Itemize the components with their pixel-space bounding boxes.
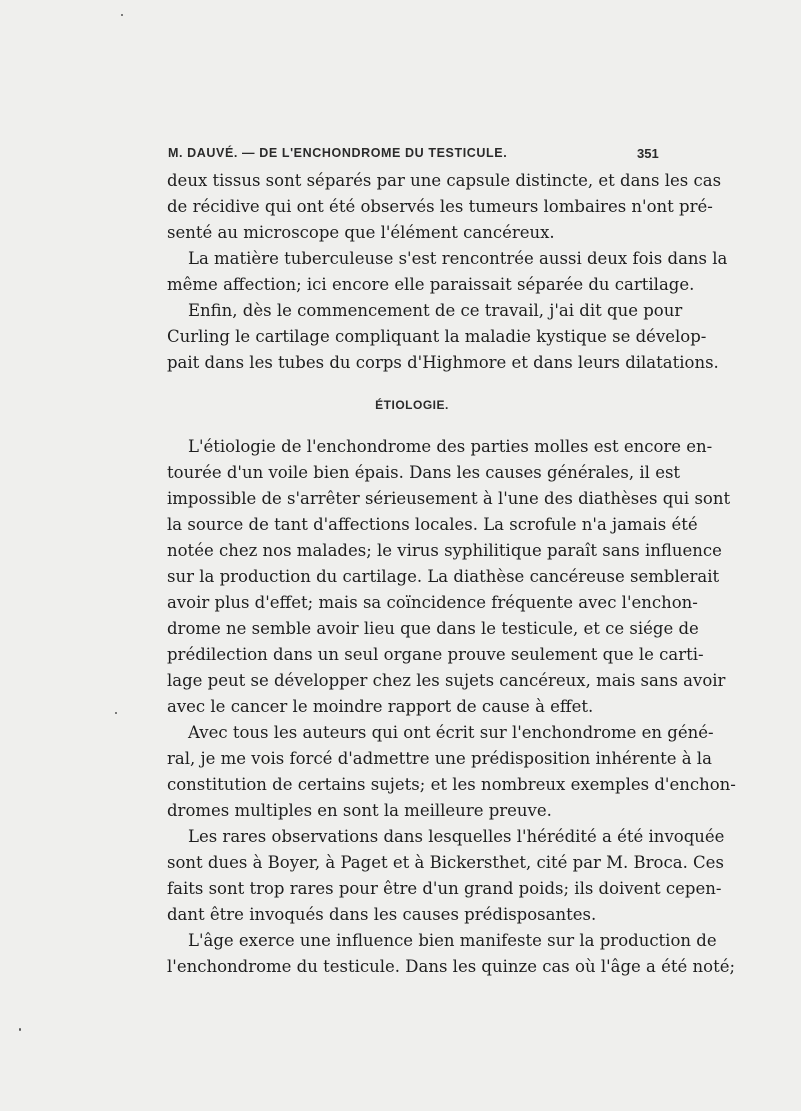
paragraph [167,246,728,298]
text-line: de récidive qui ont été observés les tumeurs lombaires n'ont pré- [167,197,713,216]
text-line: dromes multiples en sont la meilleure preuve. [167,801,552,820]
text-line: la source de tant d'affections locales. La scrofule n'a jamais été [167,515,698,534]
paragraph [167,824,725,928]
text-line: constitution de certains sujets; et les nombreux exemples d'enchon- [167,775,736,794]
text-line: prédilection dans un seul organe prouve seulement que le carti- [167,645,704,664]
text-line: lage peut se développer chez les sujets cancéreux, mais sans avoir [167,671,726,690]
text-line: impossible de s'arrêter sérieusement à l'une des diathèses qui sont [167,489,731,508]
running-title: M. DAUVÉ. — DE L'ENCHONDROME DU TESTICULE. [168,146,508,160]
text-line: même affection; ici encore elle paraissait séparée du cartilage. [167,275,695,294]
text-line: faits sont trop rares pour être d'un grand poids; ils doivent cepen- [167,879,722,898]
section-heading: ÉTIOLOGIE. [375,398,449,412]
text-line: senté au microscope que l'élément cancéreux. [167,223,555,242]
text-line: sont dues à Boyer, à Paget et à Bickersthet, cité par M. Broca. Ces [167,853,724,872]
text-line: avec le cancer le moindre rapport de cause à effet. [167,697,594,716]
text-line: deux tissus sont séparés par une capsule distincte, et dans les cas [167,171,722,190]
paragraph [167,434,731,720]
page-body [167,168,736,980]
paragraph [167,168,722,246]
text-line: Curling le cartilage compliquant la maladie kystique se dévelop- [167,327,707,346]
text-line: ral, je me vois forcé d'admettre une prédisposition inhérente à la [167,749,712,768]
text-line: sur la production du cartilage. La diathèse cancéreuse semblerait [167,567,720,586]
paper-speck [115,712,117,714]
paragraph [167,298,719,376]
text-line: Les rares observations dans lesquelles l'hérédité a été invoquée [188,827,725,846]
text-line: L'âge exerce une influence bien manifeste sur la production de [188,931,717,950]
paragraph [167,928,736,980]
paragraph [167,720,736,824]
text-line: l'enchondrome du testicule. Dans les quinze cas où l'âge a été noté; [167,957,736,976]
text-line: dant être invoqués dans les causes prédisposantes. [167,905,597,924]
page-number: 351 [637,146,659,161]
text-line: L'étiologie de l'enchondrome des parties molles est encore en- [188,437,713,456]
text-line: pait dans les tubes du corps d'Highmore et dans leurs dilatations. [167,353,719,372]
text-line: Avec tous les auteurs qui ont écrit sur l'enchondrome en géné- [188,723,714,742]
text-line: La matière tuberculeuse s'est rencontrée aussi deux fois dans la [188,249,728,268]
text-line: tourée d'un voile bien épais. Dans les causes générales, il est [167,463,681,482]
text-line: avoir plus d'effet; mais sa coïncidence fréquente avec l'enchon- [167,593,698,612]
text-line: Enfin, dès le commencement de ce travail, j'ai dit que pour [188,301,683,320]
paper-speck [19,1028,21,1031]
paper-speck [121,14,123,16]
text-line: notée chez nos malades; le virus syphilitique paraît sans influence [167,541,722,560]
text-line: drome ne semble avoir lieu que dans le testicule, et ce siége de [167,619,699,638]
